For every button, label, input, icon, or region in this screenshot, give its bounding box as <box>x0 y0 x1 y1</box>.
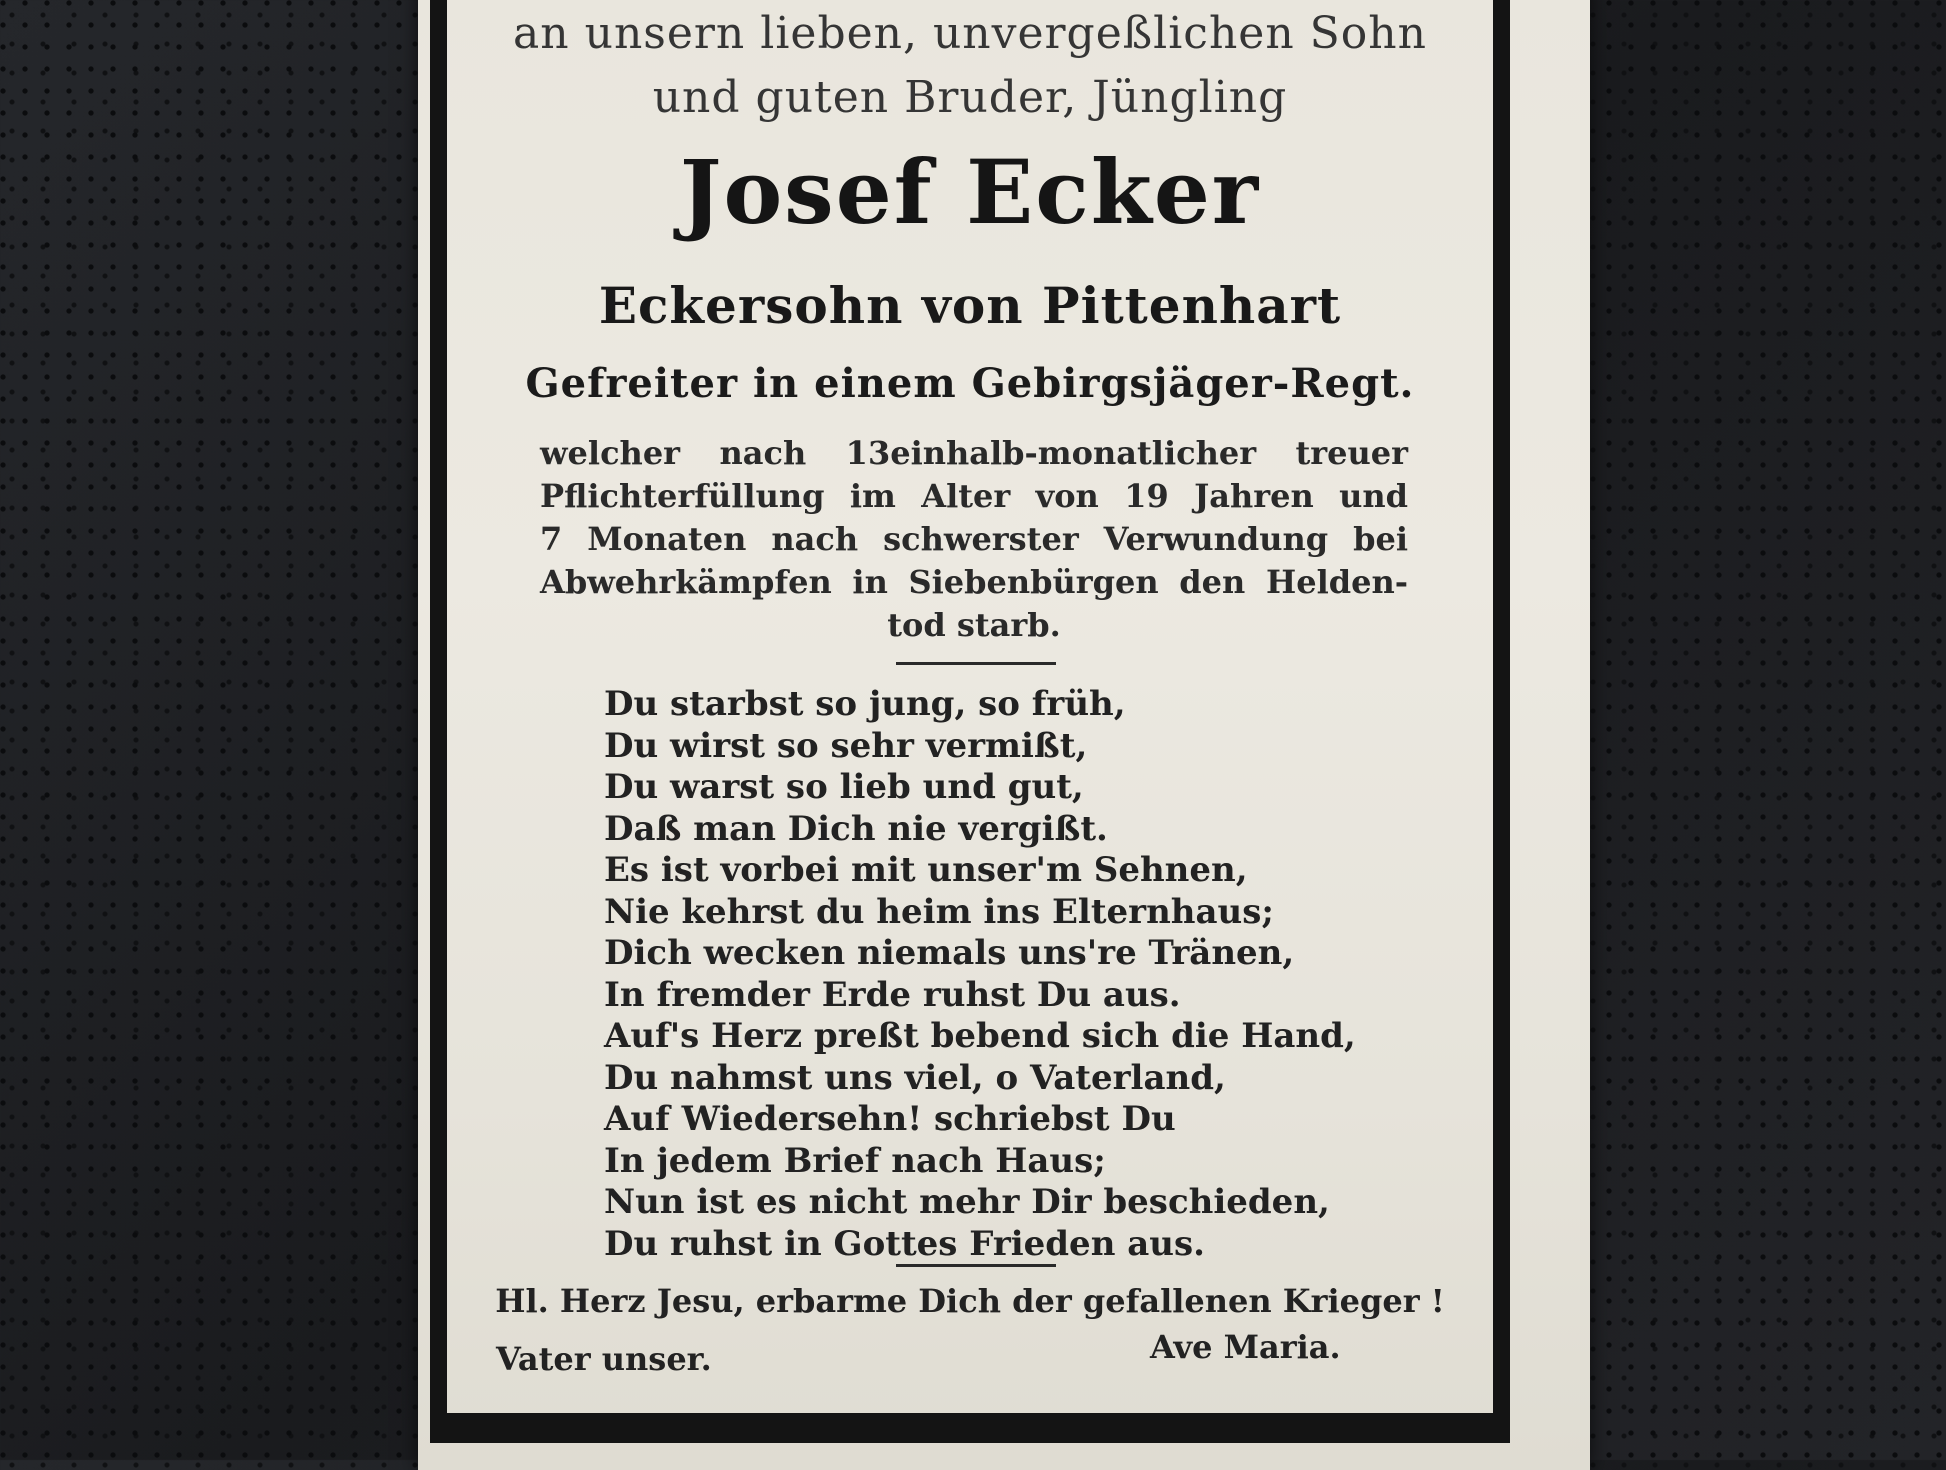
poem-line: Auf Wiedersehn! schriebst Du <box>604 1099 1176 1139</box>
prayer-vater-unser: Vater unser. <box>496 1340 712 1378</box>
death-paragraph <box>540 432 1408 647</box>
paragraph-line: tod starb. <box>887 606 1061 644</box>
divider <box>896 1264 1056 1267</box>
prayer-ave-maria: Ave Maria. <box>1150 1328 1341 1366</box>
poem-line: Dich wecken niemals uns're Tränen, <box>604 933 1295 973</box>
poem-line: Auf's Herz preßt bebend sich die Hand, <box>604 1016 1356 1056</box>
poem-line: Daß man Dich nie vergißt. <box>604 808 1108 849</box>
intro-line-1: an unsern lieben, unvergeßlichen Sohn <box>513 8 1427 59</box>
poem-line: Du ruhst in Gottes Frieden aus. <box>604 1223 1205 1264</box>
prayer-line: Hl. Herz Jesu, erbarme Dich der gefallenen Krieger ! <box>495 1282 1445 1320</box>
poem-line: Du wirst so sehr vermißt, <box>604 725 1088 766</box>
intro-line-2: und guten Bruder, Jüngling <box>652 72 1288 123</box>
paragraph-line: Abwehrkämpfen in Siebenbürgen den Helden- <box>540 563 1408 601</box>
paragraph-line: welcher nach 13einhalb-monatlicher treuer <box>540 434 1408 472</box>
poem-line: In fremder Erde ruhst Du aus. <box>604 974 1181 1015</box>
poem-line: Du nahmst uns viel, o Vaterland, <box>604 1057 1226 1098</box>
paragraph-line: Pflichterfüllung im Alter von 19 Jahren und <box>540 477 1408 515</box>
poem-line: In jedem Brief nach Haus; <box>604 1140 1106 1181</box>
poem <box>604 684 1356 1265</box>
poem-line: Es ist vorbei mit unser'm Sehnen, <box>604 850 1248 890</box>
divider <box>896 662 1056 665</box>
poem-line: Du warst so lieb und gut, <box>604 767 1084 807</box>
bottom-border <box>430 1427 1510 1443</box>
rank-line: Gefreiter in einem Gebirgsjäger-Regt. <box>525 360 1415 407</box>
origin-line: Eckersohn von Pittenhart <box>598 276 1342 335</box>
poem-line: Du starbst so jung, so früh, <box>604 684 1126 724</box>
poem-line: Nie kehrst du heim ins Elternhaus; <box>604 891 1274 932</box>
poem-line: Nun ist es nicht mehr Dir beschieden, <box>604 1182 1330 1222</box>
deceased-name: Josef Ecker <box>679 140 1261 244</box>
paragraph-line: 7 Monaten nach schwerster Verwundung bei <box>540 520 1408 558</box>
